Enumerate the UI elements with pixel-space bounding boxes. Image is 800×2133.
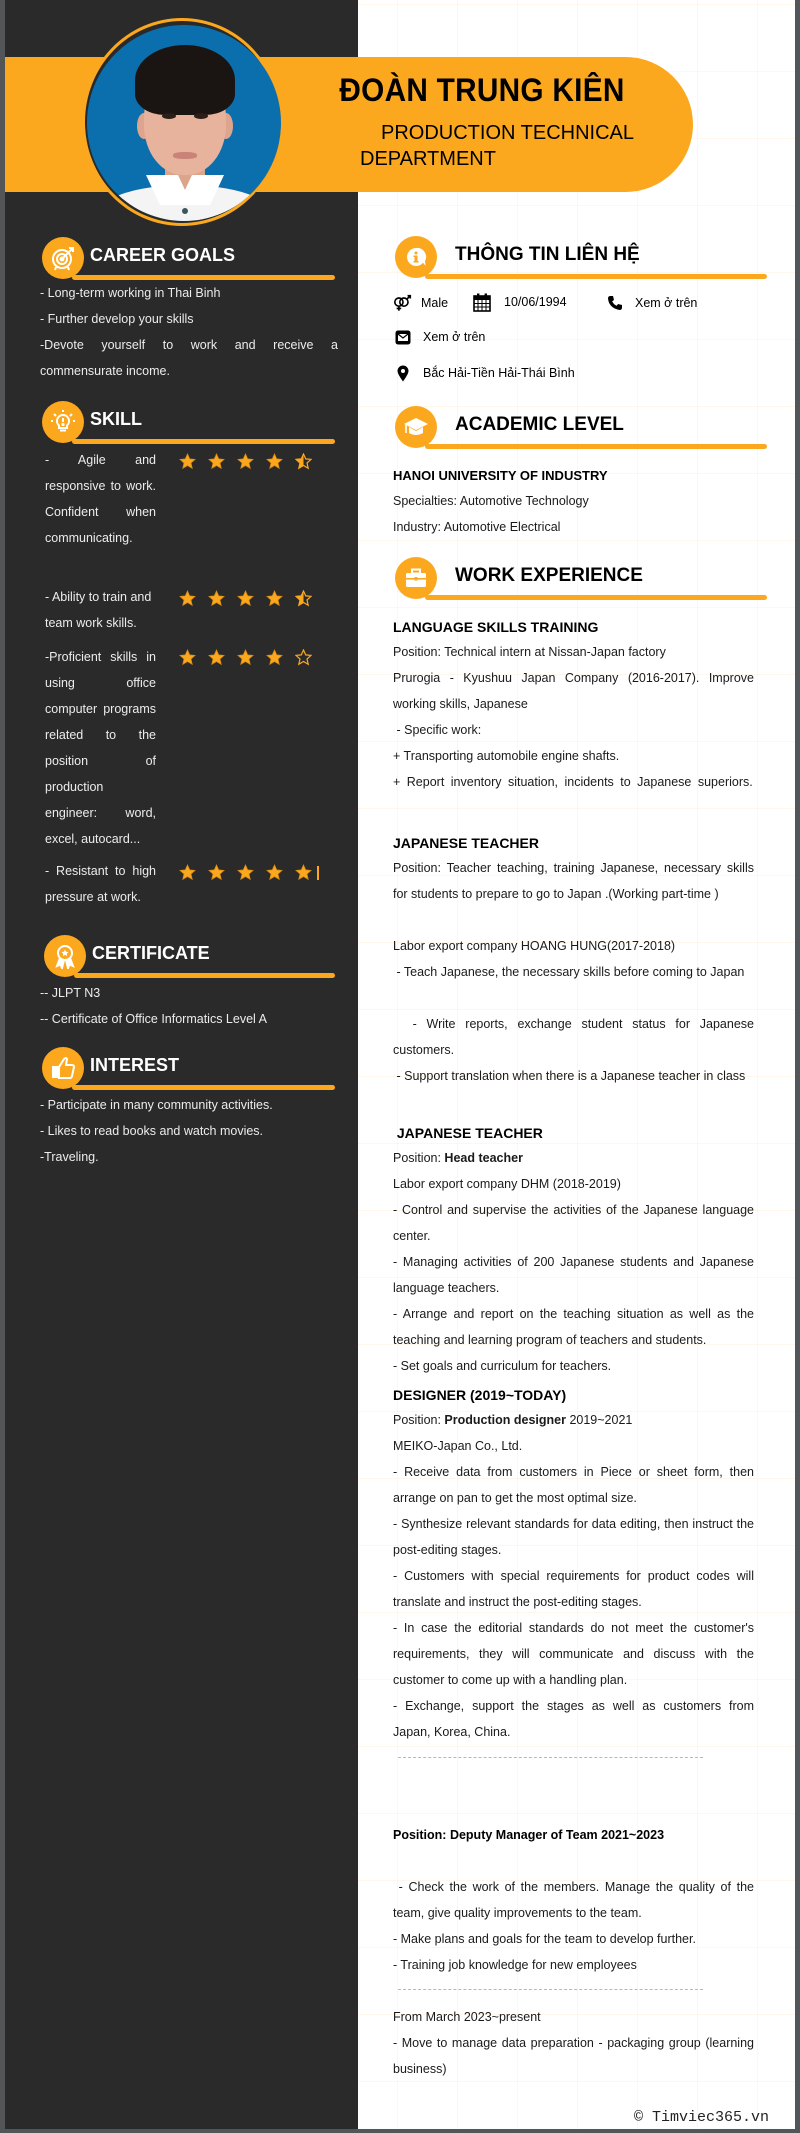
skill-header xyxy=(42,401,338,445)
job-detail: - Customers with special requirements for product codes will translate and instruct the post-editing stages. xyxy=(393,1569,754,1609)
phone-field xyxy=(605,294,697,312)
skill-item: - Agile and responsive to work. Confident when communicating. xyxy=(45,453,156,545)
watermark: © Timviec365.vn xyxy=(633,2109,769,2126)
calendar-icon xyxy=(472,293,492,311)
academic-title: ACADEMIC LEVEL xyxy=(455,414,624,435)
job-heading: DESIGNER (2019~TODAY) xyxy=(393,1387,567,1403)
skill-item: - Ability to train and team work skills. xyxy=(45,590,152,630)
phone-icon xyxy=(605,294,625,312)
job-position-title: Head teacher xyxy=(444,1151,523,1165)
star-icon xyxy=(208,864,225,881)
briefcase-icon xyxy=(395,557,437,599)
job-position: Position: Head teacher xyxy=(393,1151,523,1165)
contact-title: THÔNG TIN LIÊN HỆ xyxy=(455,244,640,265)
career-goal-item: - Further develop your skills xyxy=(40,312,194,326)
skill-rating xyxy=(179,590,312,607)
skill-rating xyxy=(179,649,312,666)
job-detail: - Support translation when there is a Japanese teacher in class xyxy=(393,1069,746,1083)
job-company: Prurogia - Kyushuu Japan Company (2016-2017). Improve working skills, Japanese xyxy=(393,671,754,711)
interest-header xyxy=(42,1047,338,1091)
phone-value: Xem ở trên xyxy=(635,296,698,310)
info-icon xyxy=(395,236,437,278)
skill-rating xyxy=(179,864,312,881)
award-ribbon-icon xyxy=(44,935,86,977)
avatar xyxy=(87,25,281,221)
certificate-title: CERTIFICATE xyxy=(92,943,210,963)
job-detail: - Training job knowledge for new employees xyxy=(393,1958,637,1972)
academic-header xyxy=(395,406,767,450)
certificate-item: -- JLPT N3 xyxy=(40,986,101,1000)
email-icon xyxy=(393,328,413,346)
cv-page xyxy=(5,0,795,2129)
school-name: HANOI UNIVERSITY OF INDUSTRY xyxy=(393,468,608,483)
star-icon xyxy=(237,649,254,666)
star-icon xyxy=(208,649,225,666)
job-position: Position: Production designer 2019~2021 xyxy=(393,1413,633,1427)
star-icon xyxy=(208,590,225,607)
job-detail: - Write reports, exchange student status for Japanese customers. xyxy=(393,1017,758,1057)
career-goal-item: -Devote yourself to work and receive a commensurate income. xyxy=(40,338,338,378)
birthday-value: 10/06/1994 xyxy=(504,295,567,309)
career-goals-header xyxy=(42,237,338,281)
job-detail: - Move to manage data preparation - packaging group (learning business) xyxy=(393,2036,754,2076)
birthday-field xyxy=(472,293,567,311)
job-detail: + Transporting automobile engine shafts. xyxy=(393,749,620,763)
graduation-cap-icon xyxy=(395,406,437,448)
location-pin-icon xyxy=(393,364,413,382)
candidate-name: ĐOÀN TRUNG KIÊN xyxy=(339,72,625,108)
job-detail: - Arrange and report on the teaching situation as well as the teaching and learning program of teachers and students. xyxy=(393,1307,754,1347)
job-company: MEIKO-Japan Co., Ltd. xyxy=(393,1439,523,1453)
text-cursor-mark xyxy=(317,866,319,880)
job-detail: - Set goals and curriculum for teachers. xyxy=(393,1359,612,1373)
job-heading: JAPANESE TEACHER xyxy=(393,835,539,851)
star-icon xyxy=(266,864,283,881)
lightbulb-icon xyxy=(42,401,84,443)
job-detail: - Exchange, support the stages as well as customers from Japan, Korea, China. xyxy=(393,1699,754,1739)
star-icon xyxy=(179,864,196,881)
job-company: Labor export company HOANG HUNG(2017-2018) xyxy=(393,939,676,953)
job-detail: + Report inventory situation, incidents to Japanese superiors. xyxy=(393,775,753,789)
industry: Industry: Automotive Electrical xyxy=(393,520,561,534)
star-icon xyxy=(179,453,196,470)
address-field xyxy=(393,364,575,382)
contact-header xyxy=(395,236,767,280)
star-icon xyxy=(266,453,283,470)
star-icon xyxy=(237,864,254,881)
skill-title: SKILL xyxy=(90,409,142,429)
address-value: Bắc Hải-Tiền Hải-Thái Bình xyxy=(423,366,575,380)
gender-icon xyxy=(393,294,413,312)
job-heading: LANGUAGE SKILLS TRAINING xyxy=(393,619,599,635)
job-position-title: Production designer xyxy=(444,1413,566,1427)
job-detail: - Teach Japanese, the necessary skills before coming to Japan xyxy=(393,965,745,979)
job-company: Labor export company DHM (2018-2019) xyxy=(393,1177,621,1191)
star-icon xyxy=(266,590,283,607)
interest-item: - Participate in many community activities. xyxy=(40,1098,273,1112)
skill-item: -Proficient skills in using office computer programs related to the position of production engineer: word, excel, autocard... xyxy=(45,650,156,846)
job-detail: - Control and supervise the activities of the Japanese language center. xyxy=(393,1203,754,1243)
thumbs-up-icon xyxy=(42,1047,84,1089)
job-title-line1: PRODUCTION TECHNICAL xyxy=(381,122,634,144)
job-detail: - Managing activities of 200 Japanese students and Japanese language teachers. xyxy=(393,1255,754,1295)
gender-value: Male xyxy=(421,296,449,310)
job-detail: - Specific work: xyxy=(393,723,482,737)
job-position: Position: Technical intern at Nissan-Japan factory xyxy=(393,645,666,659)
email-field xyxy=(393,328,485,346)
star-half-icon xyxy=(295,453,312,470)
interest-item: -Traveling. xyxy=(40,1150,99,1164)
current-period: From March 2023~present xyxy=(393,2010,541,2024)
job-heading: JAPANESE TEACHER xyxy=(393,1125,543,1141)
email-value: Xem ở trên xyxy=(423,330,486,344)
job-detail: - Make plans and goals for the team to develop further. xyxy=(393,1932,696,1946)
star-icon xyxy=(208,453,225,470)
star-icon xyxy=(179,649,196,666)
star-icon xyxy=(295,864,312,881)
career-goals-title: CAREER GOALS xyxy=(90,245,236,265)
job-detail: - Check the work of the members. Manage the quality of the team, give quality improvements to the team. xyxy=(393,1880,758,1920)
job-title-line2: DEPARTMENT xyxy=(360,148,496,170)
interest-title: INTEREST xyxy=(90,1055,180,1075)
skill-item: - Resistant to high pressure at work. xyxy=(45,864,156,904)
work-experience-header xyxy=(395,557,767,601)
star-icon xyxy=(237,590,254,607)
job-position: Position: Teacher teaching, training Japanese, necessary skills for students to prepare to go to Japan .(Working part-time ) xyxy=(393,861,754,901)
star-icon xyxy=(179,590,196,607)
star-icon xyxy=(266,649,283,666)
career-goal-item: - Long-term working in Thai Binh xyxy=(40,286,221,300)
interest-item: - Likes to read books and watch movies. xyxy=(40,1124,264,1138)
star-empty-icon xyxy=(295,649,312,666)
star-half-icon xyxy=(295,590,312,607)
star-icon xyxy=(237,453,254,470)
job-detail: - Receive data from customers in Piece or sheet form, then arrange on pan to get the most optimal size. xyxy=(393,1465,754,1505)
deputy-position: Position: Deputy Manager of Team 2021~2023 xyxy=(393,1828,665,1842)
specialties: Specialties: Automotive Technology xyxy=(393,494,589,508)
dashed-divider xyxy=(398,1989,703,1990)
target-icon xyxy=(42,237,84,279)
job-detail: - Synthesize relevant standards for data editing, then instruct the post-editing stages. xyxy=(393,1517,754,1557)
work-experience-title: WORK EXPERIENCE xyxy=(455,565,643,586)
skill-rating xyxy=(179,453,312,470)
job-detail: - In case the editorial standards do not meet the customer's requirements, they will communicate and discuss with the customer to come up with a handling plan. xyxy=(393,1621,754,1687)
dashed-divider xyxy=(398,1757,703,1758)
certificate-header xyxy=(44,935,338,979)
gender-field xyxy=(393,294,448,312)
certificate-item: -- Certificate of Office Informatics Level A xyxy=(40,1012,267,1026)
